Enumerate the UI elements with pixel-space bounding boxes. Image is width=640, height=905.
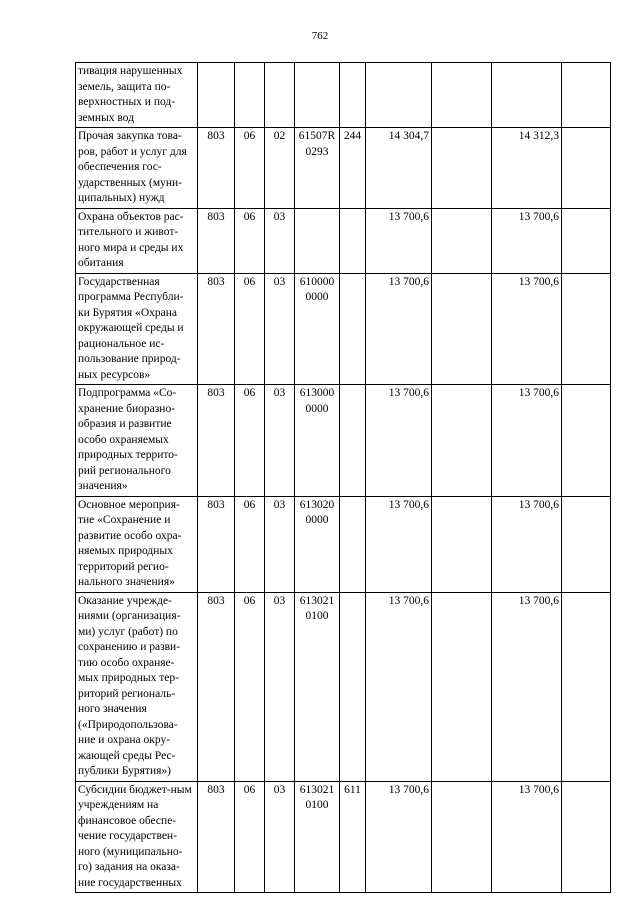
row-name: Субсидии бюджет-ным учреждениям на финансовое обеспе-чение государствен-ного (муниципально-го) задания на оказа-ние государственных [76, 781, 198, 893]
amount-1 [366, 63, 432, 128]
ved-code: 803 [198, 128, 235, 209]
amount-1: 13 700,6 [366, 208, 432, 273]
amount-2: 14 312,3 [492, 128, 562, 209]
subsection-code [265, 63, 295, 128]
amount-1: 13 700,6 [366, 273, 432, 385]
amount-1: 14 304,7 [366, 128, 432, 209]
subsection-code: 03 [265, 592, 295, 781]
target-article-code: 613020 0000 [295, 496, 340, 592]
target-article-code [295, 208, 340, 273]
amount-2: 13 700,6 [492, 496, 562, 592]
table-row [76, 273, 611, 385]
table-row [76, 128, 611, 209]
amount-col-8 [432, 592, 492, 781]
amount-1: 13 700,6 [366, 385, 432, 497]
amount-col-10 [562, 592, 611, 781]
expense-type-code [340, 208, 366, 273]
page-number: 762 [311, 30, 329, 42]
budget-table [75, 62, 611, 893]
amount-col-8 [432, 63, 492, 128]
row-name: Государственная программа Республи-ки Бурятия «Охрана окружающей среды и рациональное ис-пользование природ-ных ресурсов» [76, 273, 198, 385]
amount-col-10 [562, 273, 611, 385]
target-article-code: 610000 0000 [295, 273, 340, 385]
amount-col-10 [562, 385, 611, 497]
amount-col-10 [562, 208, 611, 273]
target-article-code: 613021 0100 [295, 781, 340, 893]
table-row [76, 592, 611, 781]
expense-type-code [340, 273, 366, 385]
section-code: 06 [235, 385, 265, 497]
amount-1: 13 700,6 [366, 781, 432, 893]
amount-2: 13 700,6 [492, 385, 562, 497]
section-code: 06 [235, 496, 265, 592]
expense-type-code: 244 [340, 128, 366, 209]
table-row [76, 63, 611, 128]
amount-2: 13 700,6 [492, 208, 562, 273]
amount-col-8 [432, 496, 492, 592]
row-name: Охрана объектов рас-тительного и живот-ного мира и среды их обитания [76, 208, 198, 273]
subsection-code: 03 [265, 496, 295, 592]
amount-1: 13 700,6 [366, 592, 432, 781]
expense-type-code [340, 385, 366, 497]
amount-2: 13 700,6 [492, 592, 562, 781]
amount-col-10 [562, 781, 611, 893]
row-name: тивация нарушенных земель, защита по-верхностных и под-земных вод [76, 63, 198, 128]
table-row [76, 781, 611, 893]
subsection-code: 03 [265, 781, 295, 893]
expense-type-code [340, 496, 366, 592]
subsection-code: 03 [265, 208, 295, 273]
target-article-code: 61507R 0293 [295, 128, 340, 209]
amount-col-8 [432, 781, 492, 893]
section-code: 06 [235, 273, 265, 385]
ved-code: 803 [198, 781, 235, 893]
ved-code: 803 [198, 496, 235, 592]
subsection-code: 02 [265, 128, 295, 209]
target-article-code [295, 63, 340, 128]
row-name: Подпрограмма «Со-хранение биоразно-образия и развитие особо охраняемых природных террито-рий регионального значения» [76, 385, 198, 497]
amount-col-8 [432, 273, 492, 385]
amount-col-10 [562, 128, 611, 209]
amount-col-10 [562, 496, 611, 592]
ved-code: 803 [198, 592, 235, 781]
row-name: Прочая закупка това-ров, работ и услуг для обеспечения гос-ударственных (муни-ципальных) нужд [76, 128, 198, 209]
amount-2: 13 700,6 [492, 781, 562, 893]
ved-code [198, 63, 235, 128]
amount-2: 13 700,6 [492, 273, 562, 385]
expense-type-code [340, 63, 366, 128]
amount-col-8 [432, 385, 492, 497]
row-name: Основное мероприя-тие «Сохранение и развитие особо охра-няемых природных территорий регио-нального значения» [76, 496, 198, 592]
target-article-code: 613021 0100 [295, 592, 340, 781]
section-code: 06 [235, 208, 265, 273]
ved-code: 803 [198, 208, 235, 273]
table-row [76, 208, 611, 273]
amount-col-10 [562, 63, 611, 128]
ved-code: 803 [198, 273, 235, 385]
section-code: 06 [235, 592, 265, 781]
expense-type-code [340, 592, 366, 781]
target-article-code: 613000 0000 [295, 385, 340, 497]
subsection-code: 03 [265, 273, 295, 385]
amount-col-8 [432, 128, 492, 209]
amount-1: 13 700,6 [366, 496, 432, 592]
row-name: Оказание учрежде-ниями (организация-ми) услуг (работ) по сохранению и разви-тию особо охраняе-мых природных тер-риторий региональ-ного значения («Природопользова-ние и охрана окру-жающей среды Рес-публики Бурятия») [76, 592, 198, 781]
table-row [76, 496, 611, 592]
expense-type-code: 611 [340, 781, 366, 893]
section-code [235, 63, 265, 128]
table-row [76, 385, 611, 497]
amount-col-8 [432, 208, 492, 273]
ved-code: 803 [198, 385, 235, 497]
subsection-code: 03 [265, 385, 295, 497]
section-code: 06 [235, 128, 265, 209]
amount-2 [492, 63, 562, 128]
section-code: 06 [235, 781, 265, 893]
